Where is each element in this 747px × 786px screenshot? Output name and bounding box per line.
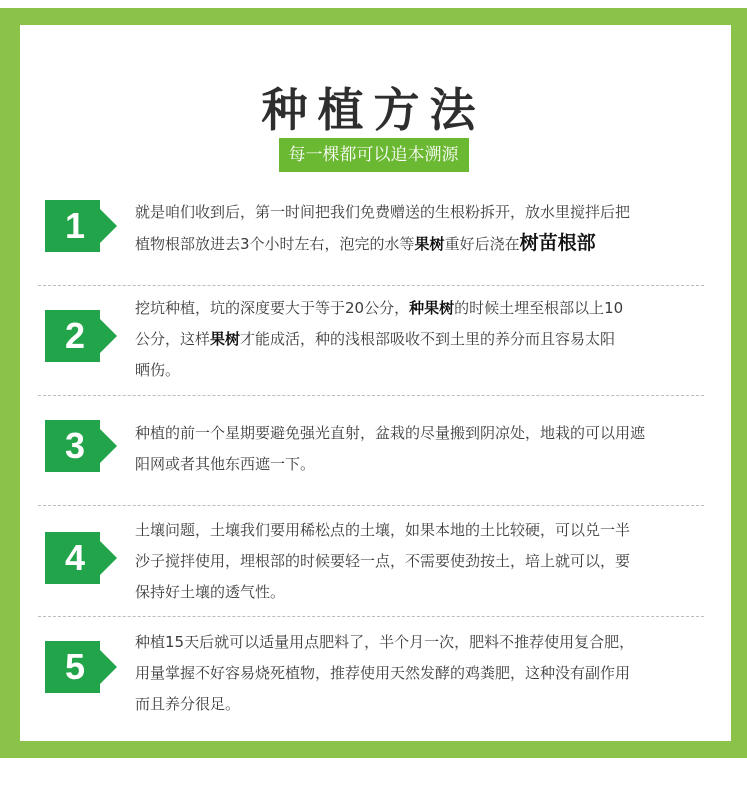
- step-number: 5: [64, 646, 86, 687]
- text-run: 公分，这样: [135, 330, 211, 348]
- page-title: 种植方法: [261, 83, 486, 137]
- step-number: 4: [64, 537, 86, 578]
- step-text: [135, 418, 715, 480]
- step-text: [135, 197, 715, 260]
- text-run: 重好后浇在: [444, 235, 520, 253]
- step-line: 土壤问题，土壤我们要用稀松点的土壤，如果本地的土比较硬，可以兑一半: [135, 521, 631, 539]
- step-line: 阳网或者其他东西遮一下。: [135, 455, 316, 473]
- step-line: [135, 324, 715, 355]
- step-line: [135, 228, 715, 260]
- step-line: [135, 293, 715, 324]
- step-line: 沙子搅拌使用，埋根部的时候要轻一点，不需要使劲按土，培上就可以，要: [135, 552, 631, 570]
- step-number-badge: [45, 532, 117, 584]
- text-run: 植物根部放进去3个小时左右，泡完的水等: [135, 235, 415, 253]
- step-text: [135, 627, 715, 720]
- step-number: 2: [64, 315, 86, 356]
- text-run: 挖坑种植，坑的深度要大于等于20公分，: [135, 299, 410, 317]
- divider: [38, 505, 704, 506]
- step-line: 种植的前一个星期要避免强光直射，盆栽的尽量搬到阴凉处，地栽的可以用遮: [135, 424, 646, 442]
- step-line: 用量掌握不好容易烧死植物，推荐使用天然发酵的鸡粪肥，这种没有副作用: [135, 664, 631, 682]
- text-run: 才能成活，种的浅根部吸收不到土里的养分而且容易太阳: [240, 330, 616, 348]
- step-line: 种植15天后就可以适量用点肥料了，半个月一次，肥料不推荐使用复合肥，: [135, 633, 635, 651]
- step-number: 1: [64, 205, 86, 246]
- step-line: 保持好土壤的透气性。: [135, 583, 286, 601]
- step-line: 晒伤。: [135, 361, 181, 379]
- step-line: 而且养分很足。: [135, 695, 241, 713]
- step-number-badge: [45, 420, 117, 472]
- highlight-text: 种果树: [409, 299, 455, 317]
- divider: [38, 395, 704, 396]
- subtitle-wrap: [0, 138, 747, 172]
- divider: [38, 285, 704, 286]
- subtitle-banner: 每一棵都可以追本溯源: [279, 138, 469, 172]
- step-text: [135, 293, 715, 386]
- highlight-text: 果树: [414, 235, 445, 253]
- step-number-badge: [45, 310, 117, 362]
- step-text: [135, 515, 715, 608]
- step-line: 就是咱们收到后，第一时间把我们免费赠送的生根粉拆开，放水里搅拌后把: [135, 203, 631, 221]
- highlight-text: 果树: [210, 330, 241, 348]
- divider: [38, 616, 704, 617]
- highlight-text-large: 树苗根部: [519, 232, 596, 254]
- step-number-badge: [45, 200, 117, 252]
- text-run: 的时候土埋至根部以上10: [454, 299, 624, 317]
- step-number-badge: [45, 641, 117, 693]
- step-number: 3: [64, 425, 86, 466]
